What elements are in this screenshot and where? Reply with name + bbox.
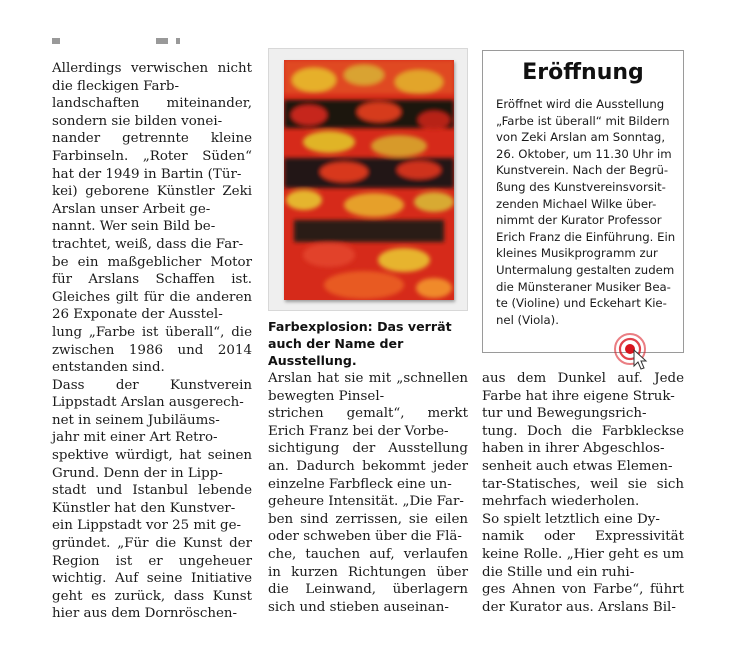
article-column-3: aus dem Dunkel auf. Jede Farbe hat ihre eigene Struk- tur und Bewegungsrich- tung. Doch die Farbkleckse haben in ihrer Abgeschlos- senheit auch etwas Elemen- tar-Statisches, weil sie sich mehrfach wiederholen. So spielt letztlich eine Dy- namik oder Expressivität keine Rolle. „Hier geht es um die Stille und ein ruhi- ges Ahnen von Farbe“, führt der Kurator aus. Arslans Bil- [482, 371, 684, 615]
article-column-2: Arslan hat sie mit „schnellen bewegten Pinsel- strichen gemalt“, merkt Erich Franz bei der Vorbe- sichtigung der Ausstellung an. Dadurch bekommt jeder einzelne Farbfleck eine un- geheure Intensität. „Die Far- ben sind zerrissen, sie eilen oder schweben über die Flä- che, tauchen auf, verlaufen in kurzen Richtungen über die Leinwand, überlagern sich und stieben auseinan- [268, 371, 468, 615]
painting-image [284, 60, 454, 300]
info-box-title: Eröffnung [522, 60, 644, 85]
info-box-body: Eröffnet wird die Ausstellung „Farbe ist überall“ mit Bildern von Zeki Arslan am Sonntag, 26. Oktober, um 11.30 Uhr im Kunstverein. Nach der Begrü- ßung des Kunstvereinsvorsit- zenden Michael Wilke über- nimmt der Kurator Professor Erich Franz die Einführung. Ein kleines Musikprogramm zur Untermalung gestalten zudem die Münsteraner Musiker Bea- te (Violine) und Eckehart Kie- nel (Viola). [496, 97, 676, 327]
cut-off-text-top [52, 30, 252, 44]
article-column-1: Allerdings verwischen nicht die fleckigen Farb- landschaften miteinander, sondern sie bilden vonei- nander getrennte kleine Farbinseln. „Roter Süden“ hat der 1949 in Bartin (Tür- kei) geborene Künstler Zeki Arslan unser Arbeit ge- nannt. Wer sein Bild be- trachtet, weiß, dass die Far- be ein maßgeblicher Motor für Arslans Schaffen ist. Gleiches gilt für die anderen 26 Exponate der Ausstel- lung „Farbe ist überall“, die zwischen 1986 und 2014 entstanden sind. Dass der Kunstverein Lippstadt Arslan ausgerech- net in seinem Jubiläums- jahr mit einer Art Retro- spektive würdigt, hat seinen Grund. Denn der in Lipp- stadt und Istanbul lebende Künstler hat den Kunstver- ein Lippstadt vor 25 mit ge- gründet. „Für die Kunst der Region ist er ungeheuer wichtig. Auf seine Initiative geht es zurück, dass Kunst hier aus dem Dornröschen- [52, 61, 252, 622]
photo-caption: Farbexplosion: Das verrät auch der Name der Ausstellung. [268, 319, 452, 368]
click-target-cursor-icon [612, 332, 652, 372]
